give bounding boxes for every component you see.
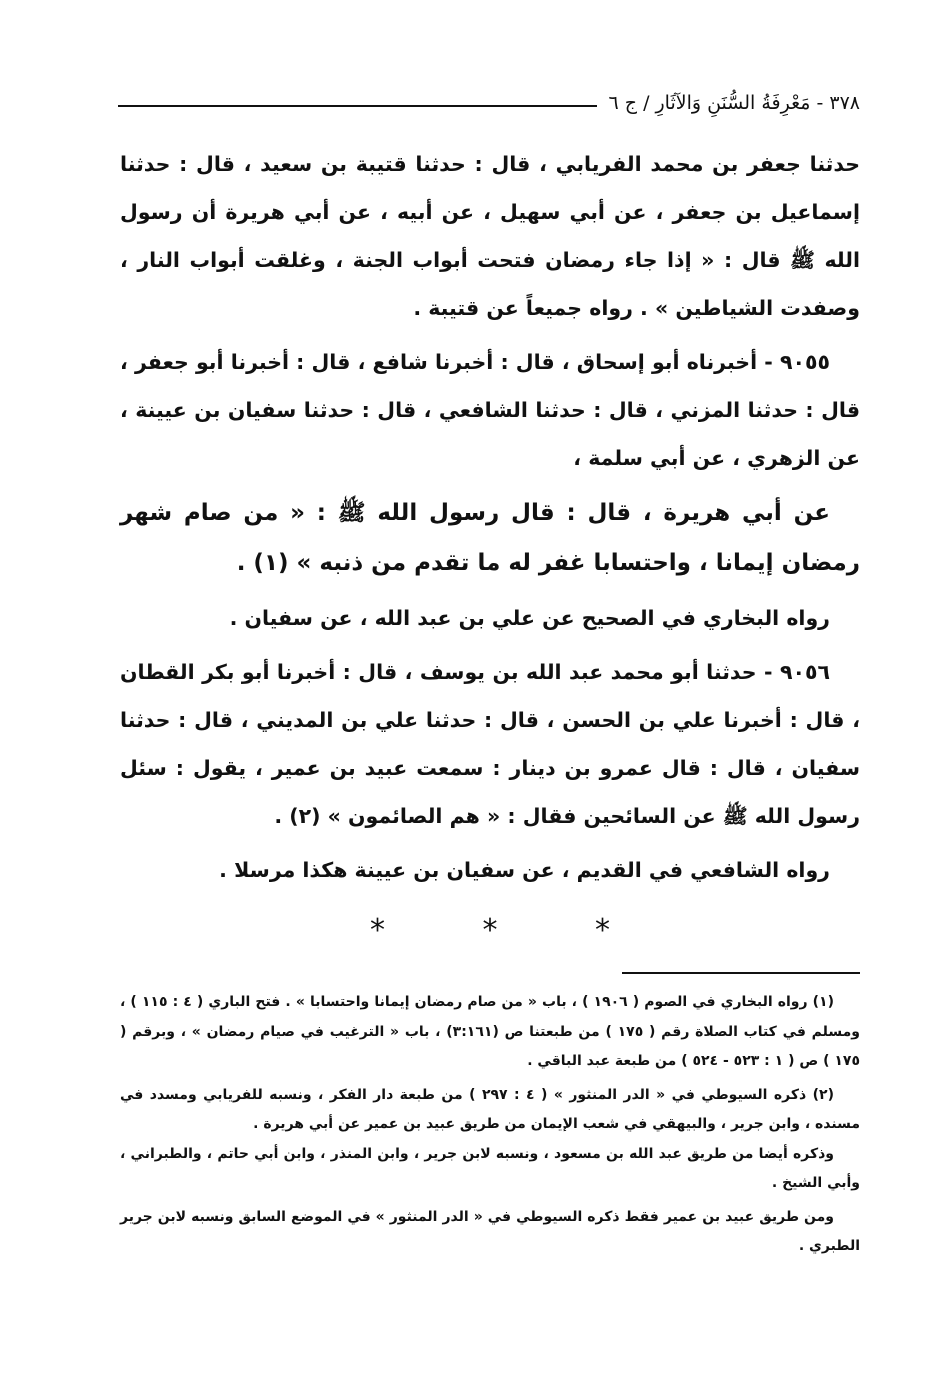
footnote-rule — [622, 972, 860, 974]
hadith-9055-chain: ٩٠٥٥ - أخبرناه أبو إسحاق ، قال : أخبرنا شافع ، قال : أخبرنا أبو جعفر ، قال : حدثنا المزني ، قال : حدثنا الشافعي ، قال : حدثنا سفيان بن عيينة ، عن الزهري ، عن أبي سلمة ، — [120, 350, 860, 470]
hadith-9055-text: عن أبي هريرة ، قال : قال رسول الله ﷺ : « من صام شهر رمضان إيمانا ، واحتسابا غفر له ما تقدم من ذنبه » (١) . — [120, 500, 860, 576]
footnote-2-last: ومن طريق عبيد بن عمير فقط ذكره السيوطي في « الدر المنثور » في الموضع السابق ونسبه لابن جرير الطبري . — [120, 1208, 860, 1254]
footnotes — [120, 988, 860, 1262]
footnote-2-continued: وذكره أيضا من طريق عبد الله بن مسعود ، ونسبه لابن جرير ، وابن المنذر ، وابن أبي حاتم ، والطبراني ، وأبي الشيخ . — [120, 1145, 860, 1191]
footnote-1: (١) رواه البخاري في الصوم ( ١٩٠٦ ) ، باب « من صام رمضان إيمانا واحتسابا » . فتح الباري ( ٤ : ١١٥ ) ، ومسلم في كتاب الصلاة رقم ( ١٧٥ ) من طبعتنا ص (٣:١٦١) ، باب « الترغيب في صيام رمضان » ، وبرقم ( ١٧٥ ) ص ( ١ : ٥٢٣ - ٥٢٤ ) من طبعة عبد الباقي . — [120, 994, 860, 1069]
section-separator-stars: * * * — [369, 913, 655, 948]
footnote-2: (٢) ذكره السيوطي في « الدر المنثور » ( ٤ : ٢٩٧ ) من طبعة دار الفكر ، ونسبه للفريابي ومسدد في مسنده ، وابن جرير ، والبيهقي في شعب الإيمان من طريق عبيد بن عمير عن أبي هريرة . — [120, 1086, 860, 1132]
hadith-9055-source: رواه البخاري في الصحيح عن علي بن عبد الله ، عن سفيان . — [229, 606, 830, 630]
main-text — [120, 140, 860, 966]
running-header — [118, 86, 860, 120]
hadith-9056: ٩٠٥٦ - حدثنا أبو محمد عبد الله بن يوسف ، قال : أخبرنا أبو بكر القطان ، قال : أخبرنا علي بن الحسن ، قال : حدثنا علي بن المديني ، قال : حدثنا سفيان ، قال : قال عمرو بن دينار : سمعت عبيد بن عمير ، يقول : سئل رسول الله ﷺ عن السائحين فقال : « هم الصائمون » (٢) . — [120, 660, 860, 828]
hadith-9056-source: رواه الشافعي في القديم ، عن سفيان بن عيينة هكذا مرسلا . — [219, 858, 830, 882]
header-rule — [118, 105, 597, 107]
page-header-title: ٣٧٨ - مَعْرِفَةُ السُّنَنِ وَالآثَارِ / ج ٦ — [608, 92, 860, 114]
paragraph-isnad-continuation: حدثنا جعفر بن محمد الفريابي ، قال : حدثنا قتيبة بن سعيد ، قال : حدثنا إسماعيل بن جعفر ، عن أبي سهيل ، عن أبيه ، عن أبي هريرة أن رسول الله ﷺ قال : « إذا جاء رمضان فتحت أبواب الجنة ، وغلقت أبواب النار ، وصفدت الشياطين » . رواه جميعاً عن قتيبة . — [120, 152, 860, 320]
